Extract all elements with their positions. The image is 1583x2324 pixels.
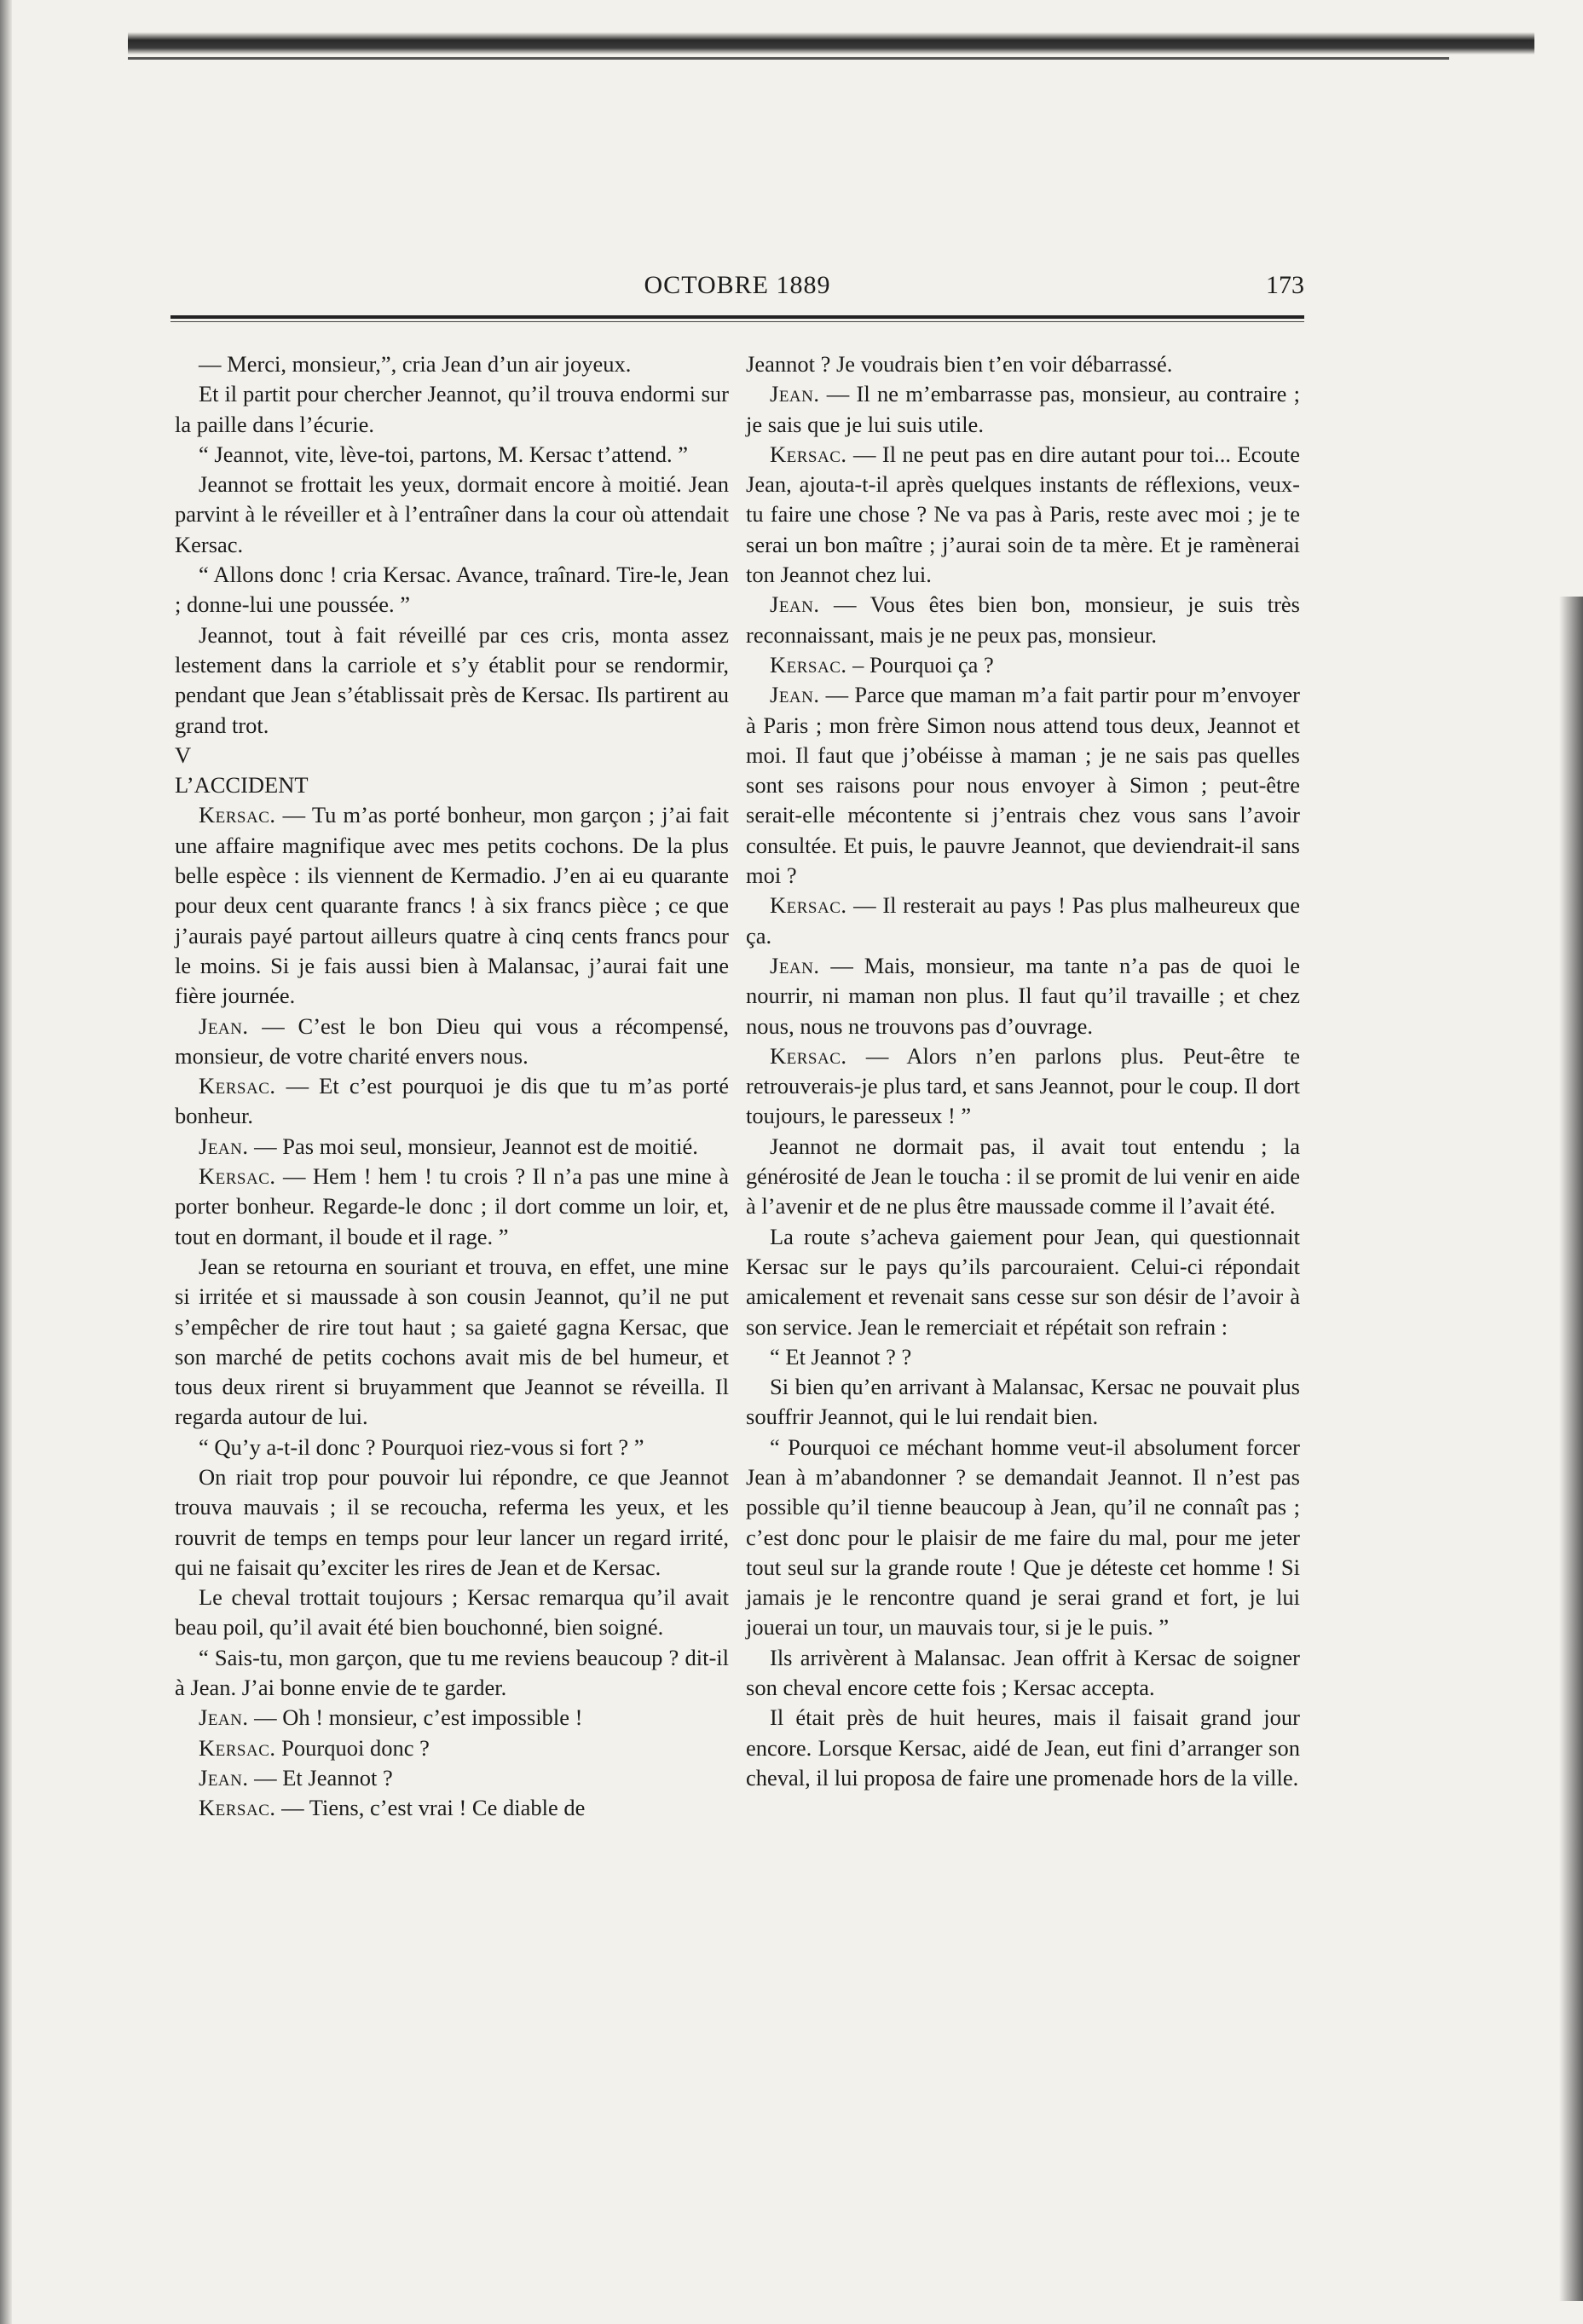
speaker-name: Jean.	[199, 1012, 249, 1039]
paragraph	[175, 1162, 729, 1252]
paragraph	[175, 800, 729, 1011]
chapter-number: V	[175, 741, 192, 768]
paragraph-text: — Hem ! hem ! tu crois ? Il n’a pas une mine à porter bonheur. Regarde-le donc ; il dort comme un loir, et, tout en dormant, il boude et il rage. ”	[175, 1163, 729, 1249]
paragraph-text: — Tu m’as porté bonheur, mon garçon ; j’ai fait une affaire magnifique avec mes petits cochons. De la plus belle espèce : ils viennent de Kermadio. J’en ai eu quarante pour deux cent quarante francs ! à six francs pièce ; ce que j’aurais payé partout ailleurs quatre à cinq cents francs pour le moins. Si je fais aussi bien à Malansac, j’aurai fait une fière journée.	[175, 802, 729, 1009]
paragraph-text: — Oh ! monsieur, c’est impossible !	[248, 1704, 583, 1731]
paragraph-text: Jean se retourna en souriant et trouva, en effet, une mine si irritée et si maussade à son cousin Jeannot, qu’il ne put s’empêcher de rire tout haut ; sa gaieté gagna Kersac, que son marché de petits cochons avait mis de bel humeur, et tous deux rirent si bruyamment que Jeannot se réveilla. Il regarda autour de lui.	[175, 1253, 729, 1430]
paragraph-text: — Mais, monsieur, ma tante n’a pas de quoi le nourrir, ni maman non plus. Il faut qu’il travaille ; et chez nous, nous ne trouvons pas d’ouvrage.	[746, 952, 1300, 1039]
paragraph-text: — Pas moi seul, monsieur, Jeannot est de moitié.	[248, 1133, 698, 1159]
header-rule-thick	[170, 315, 1304, 319]
scan-right-edge	[1559, 597, 1583, 2301]
text-column-right	[746, 349, 1300, 1793]
scan-top-line	[128, 57, 1449, 60]
speaker-name: Jean.	[770, 952, 820, 978]
paragraph-text: Jeannot se frottait les yeux, dormait encore à moitié. Jean parvint à le réveiller et à l’entraîner dans la cour où attendait Kersac.	[175, 471, 729, 557]
paragraph-text: — Tiens, c’est vrai ! Ce diable de	[275, 1795, 586, 1821]
paragraph	[175, 349, 729, 379]
paragraph-text: — Alors n’en parlons plus. Peut-être te retrouverais-je plus tard, et sans Jeannot, pour le coup. Il dort toujours, le paresseux ! ”	[746, 1042, 1300, 1129]
paragraph-text: — Merci, monsieur,”, cria Jean d’un air joyeux.	[199, 351, 632, 377]
speaker-name: Kersac.	[770, 441, 847, 467]
paragraph	[175, 1433, 729, 1462]
paragraph	[746, 379, 1300, 440]
paragraph-text: Ils arrivèrent à Malansac. Jean offrit à Kersac de soigner son cheval encore cette fois ; Kersac accepta.	[746, 1644, 1300, 1701]
paragraph-text: Jeannot, tout à fait réveillé par ces cris, monta assez lestement dans la carriole et s’y établit pour se rendormir, pendant que Jean s’établissait près de Kersac. Ils partirent au grand trot.	[175, 621, 729, 738]
speaker-name: Jean.	[199, 1133, 249, 1159]
speaker-name: Kersac.	[770, 1042, 847, 1069]
paragraph	[746, 349, 1300, 379]
paragraph-text: — Vous êtes bien bon, monsieur, je suis très reconnaissant, mais je ne peux pas, monsieur.	[746, 591, 1300, 648]
speaker-name: Jean.	[770, 682, 820, 708]
paragraph-text: “ Pourquoi ce méchant homme veut-il absolument forcer Jean à m’abandonner ? se demandait Jeannot. Il n’est pas possible qu’il tienne beaucoup à Jean, qu’il ne connaît pas ; c’est donc pour le plaisir de me faire du mal, pour me jeter tout seul sur la grande route ! Que je déteste cet homme ! Si jamais je le rencontre quand je serai grand et fort, je lui jouerai un tour, un mauvais tour, si je le puis. ”	[746, 1433, 1300, 1641]
scan-left-edge	[0, 0, 12, 2324]
paragraph-text: — C’est le bon Dieu qui vous a récompensé, monsieur, de votre charité envers nous.	[175, 1012, 729, 1069]
paragraph	[175, 620, 729, 741]
paragraph	[746, 1643, 1300, 1704]
paragraph-text: Si bien qu’en arrivant à Malansac, Kersac ne pouvait plus souffrir Jeannot, qui le lui rendait bien.	[746, 1374, 1300, 1430]
paragraph	[175, 1643, 729, 1704]
paragraph-text: — Et c’est pourquoi je dis que tu m’as porté bonheur.	[175, 1073, 729, 1129]
paragraph	[746, 590, 1300, 650]
speaker-name: Kersac.	[199, 802, 276, 828]
paragraph	[175, 1763, 729, 1793]
header-rule-thin	[170, 321, 1304, 322]
page-number: 173	[1266, 271, 1304, 299]
paragraph	[175, 560, 729, 620]
speaker-name: Jean.	[770, 381, 820, 407]
speaker-name: Jean.	[199, 1704, 249, 1731]
paragraph	[175, 1462, 729, 1583]
paragraph	[175, 470, 729, 560]
paragraph-text: — Parce que maman m’a fait partir pour m’envoyer à Paris ; mon frère Simon nous attend tous deux, Jeannot et moi. Il faut que j’obéisse à maman ; je ne sais pas quelles sont ses raisons pour nous envoyer à Simon ; peut-être serait-elle mécontente si j’entrais chez vous sans l’avoir consultée. Et puis, le pauvre Jeannot, que deviendrait-il sans moi ?	[746, 682, 1300, 889]
paragraph	[746, 951, 1300, 1041]
chapter-title: L’ACCIDENT	[175, 772, 309, 799]
paragraph	[746, 1342, 1300, 1372]
paragraph	[175, 1793, 729, 1823]
header-month: OCTOBRE 1889	[644, 271, 831, 299]
paragraph-text: “ Et Jeannot ? ?	[770, 1343, 912, 1370]
paragraph-text: Il était près de huit heures, mais il faisait grand jour encore. Lorsque Kersac, aidé de Jean, eut fini d’arranger son cheval, il lui proposa de faire une promenade hors de la ville.	[746, 1704, 1300, 1791]
paragraph-text: “ Jeannot, vite, lève-toi, partons, M. Kersac t’attend. ”	[199, 441, 688, 467]
running-header	[170, 271, 1304, 305]
paragraph-text: — Et Jeannot ?	[248, 1764, 393, 1791]
paragraph	[746, 1132, 1300, 1222]
paragraph-text: Pourquoi donc ?	[275, 1734, 430, 1761]
paragraph	[175, 1012, 729, 1072]
paragraph	[175, 1132, 729, 1162]
paragraph	[175, 379, 729, 440]
paragraph-text: Le cheval trottait toujours ; Kersac remarqua qu’il avait beau poil, qu’il avait été bien bouchonné, bien soigné.	[175, 1584, 729, 1641]
speaker-name: Kersac.	[770, 651, 847, 678]
speaker-name: Jean.	[770, 591, 820, 618]
paragraph	[175, 1733, 729, 1763]
paragraph	[746, 1041, 1300, 1132]
paragraph	[746, 891, 1300, 951]
speaker-name: Kersac.	[199, 1073, 276, 1099]
paragraph-text: — Il resterait au pays ! Pas plus malheureux que ça.	[746, 892, 1300, 949]
paragraph-text: Et il partit pour chercher Jeannot, qu’il trouva endormi sur la paille dans l’écurie.	[175, 381, 729, 437]
speaker-name: Jean.	[199, 1764, 249, 1791]
paragraph-text: On riait trop pour pouvoir lui répondre, ce que Jeannot trouva mauvais ; il se recoucha, referma les yeux, et les rouvrit de temps en temps pour leur lancer un regard irrité, qui ne faisait qu’exciter les rires de Jean et de Kersac.	[175, 1463, 729, 1580]
paragraph	[175, 1583, 729, 1643]
paragraph	[746, 680, 1300, 891]
paragraph	[175, 1252, 729, 1433]
paragraph-text: — Il ne m’embarrasse pas, monsieur, au contraire ; je sais que je lui suis utile.	[746, 381, 1300, 437]
paragraph	[746, 1372, 1300, 1433]
paragraph	[746, 440, 1300, 590]
paragraph	[175, 440, 729, 470]
paragraph	[746, 1222, 1300, 1342]
speaker-name: Kersac.	[199, 1795, 276, 1821]
speaker-name: Kersac.	[199, 1734, 276, 1761]
paragraph-text: La route s’acheva gaiement pour Jean, qui questionnait Kersac sur le pays qu’ils parcouraient. Celui-ci répondait amicalement et revenait sans cesse sur son désir de l’avoir à son service. Jean le remerciait et répétait son refrain :	[746, 1223, 1300, 1340]
paragraph-text: – Pourquoi ça ?	[846, 651, 994, 678]
paragraph-text: “ Allons donc ! cria Kersac. Avance, traînard. Tire-le, Jean ; donne-lui une poussée. ”	[175, 562, 729, 618]
paragraph-text: Jeannot ? Je voudrais bien t’en voir débarrassé.	[746, 351, 1173, 377]
paragraph-text: — Il ne peut pas en dire autant pour toi... Ecoute Jean, ajouta-t-il après quelques instants de réflexions, veux-tu faire une chose ? Ne va pas à Paris, reste avec moi ; je te serai un bon maître ; j’aurai soin de ta mère. Et je ramènerai ton Jeannot chez lui.	[746, 441, 1300, 588]
paragraph-text: “ Qu’y a-t-il donc ? Pourquoi riez-vous si fort ? ”	[199, 1433, 644, 1460]
paragraph	[746, 650, 1300, 680]
paragraph	[175, 1071, 729, 1132]
paragraph	[746, 1433, 1300, 1643]
paragraph-text: “ Sais-tu, mon garçon, que tu me reviens beaucoup ? dit-il à Jean. J’ai bonne envie de te garder.	[175, 1644, 729, 1701]
paragraph	[746, 1703, 1300, 1793]
paragraph-text: Jeannot ne dormait pas, il avait tout entendu ; la générosité de Jean le toucha : il se promit de lui venir en aide à l’avenir et de ne plus être maussade comme il l’avait été.	[746, 1133, 1300, 1220]
speaker-name: Kersac.	[199, 1163, 276, 1190]
scan-top-bar	[128, 32, 1534, 55]
speaker-name: Kersac.	[770, 892, 847, 919]
text-column-left	[175, 349, 729, 1824]
paragraph	[175, 1703, 729, 1733]
